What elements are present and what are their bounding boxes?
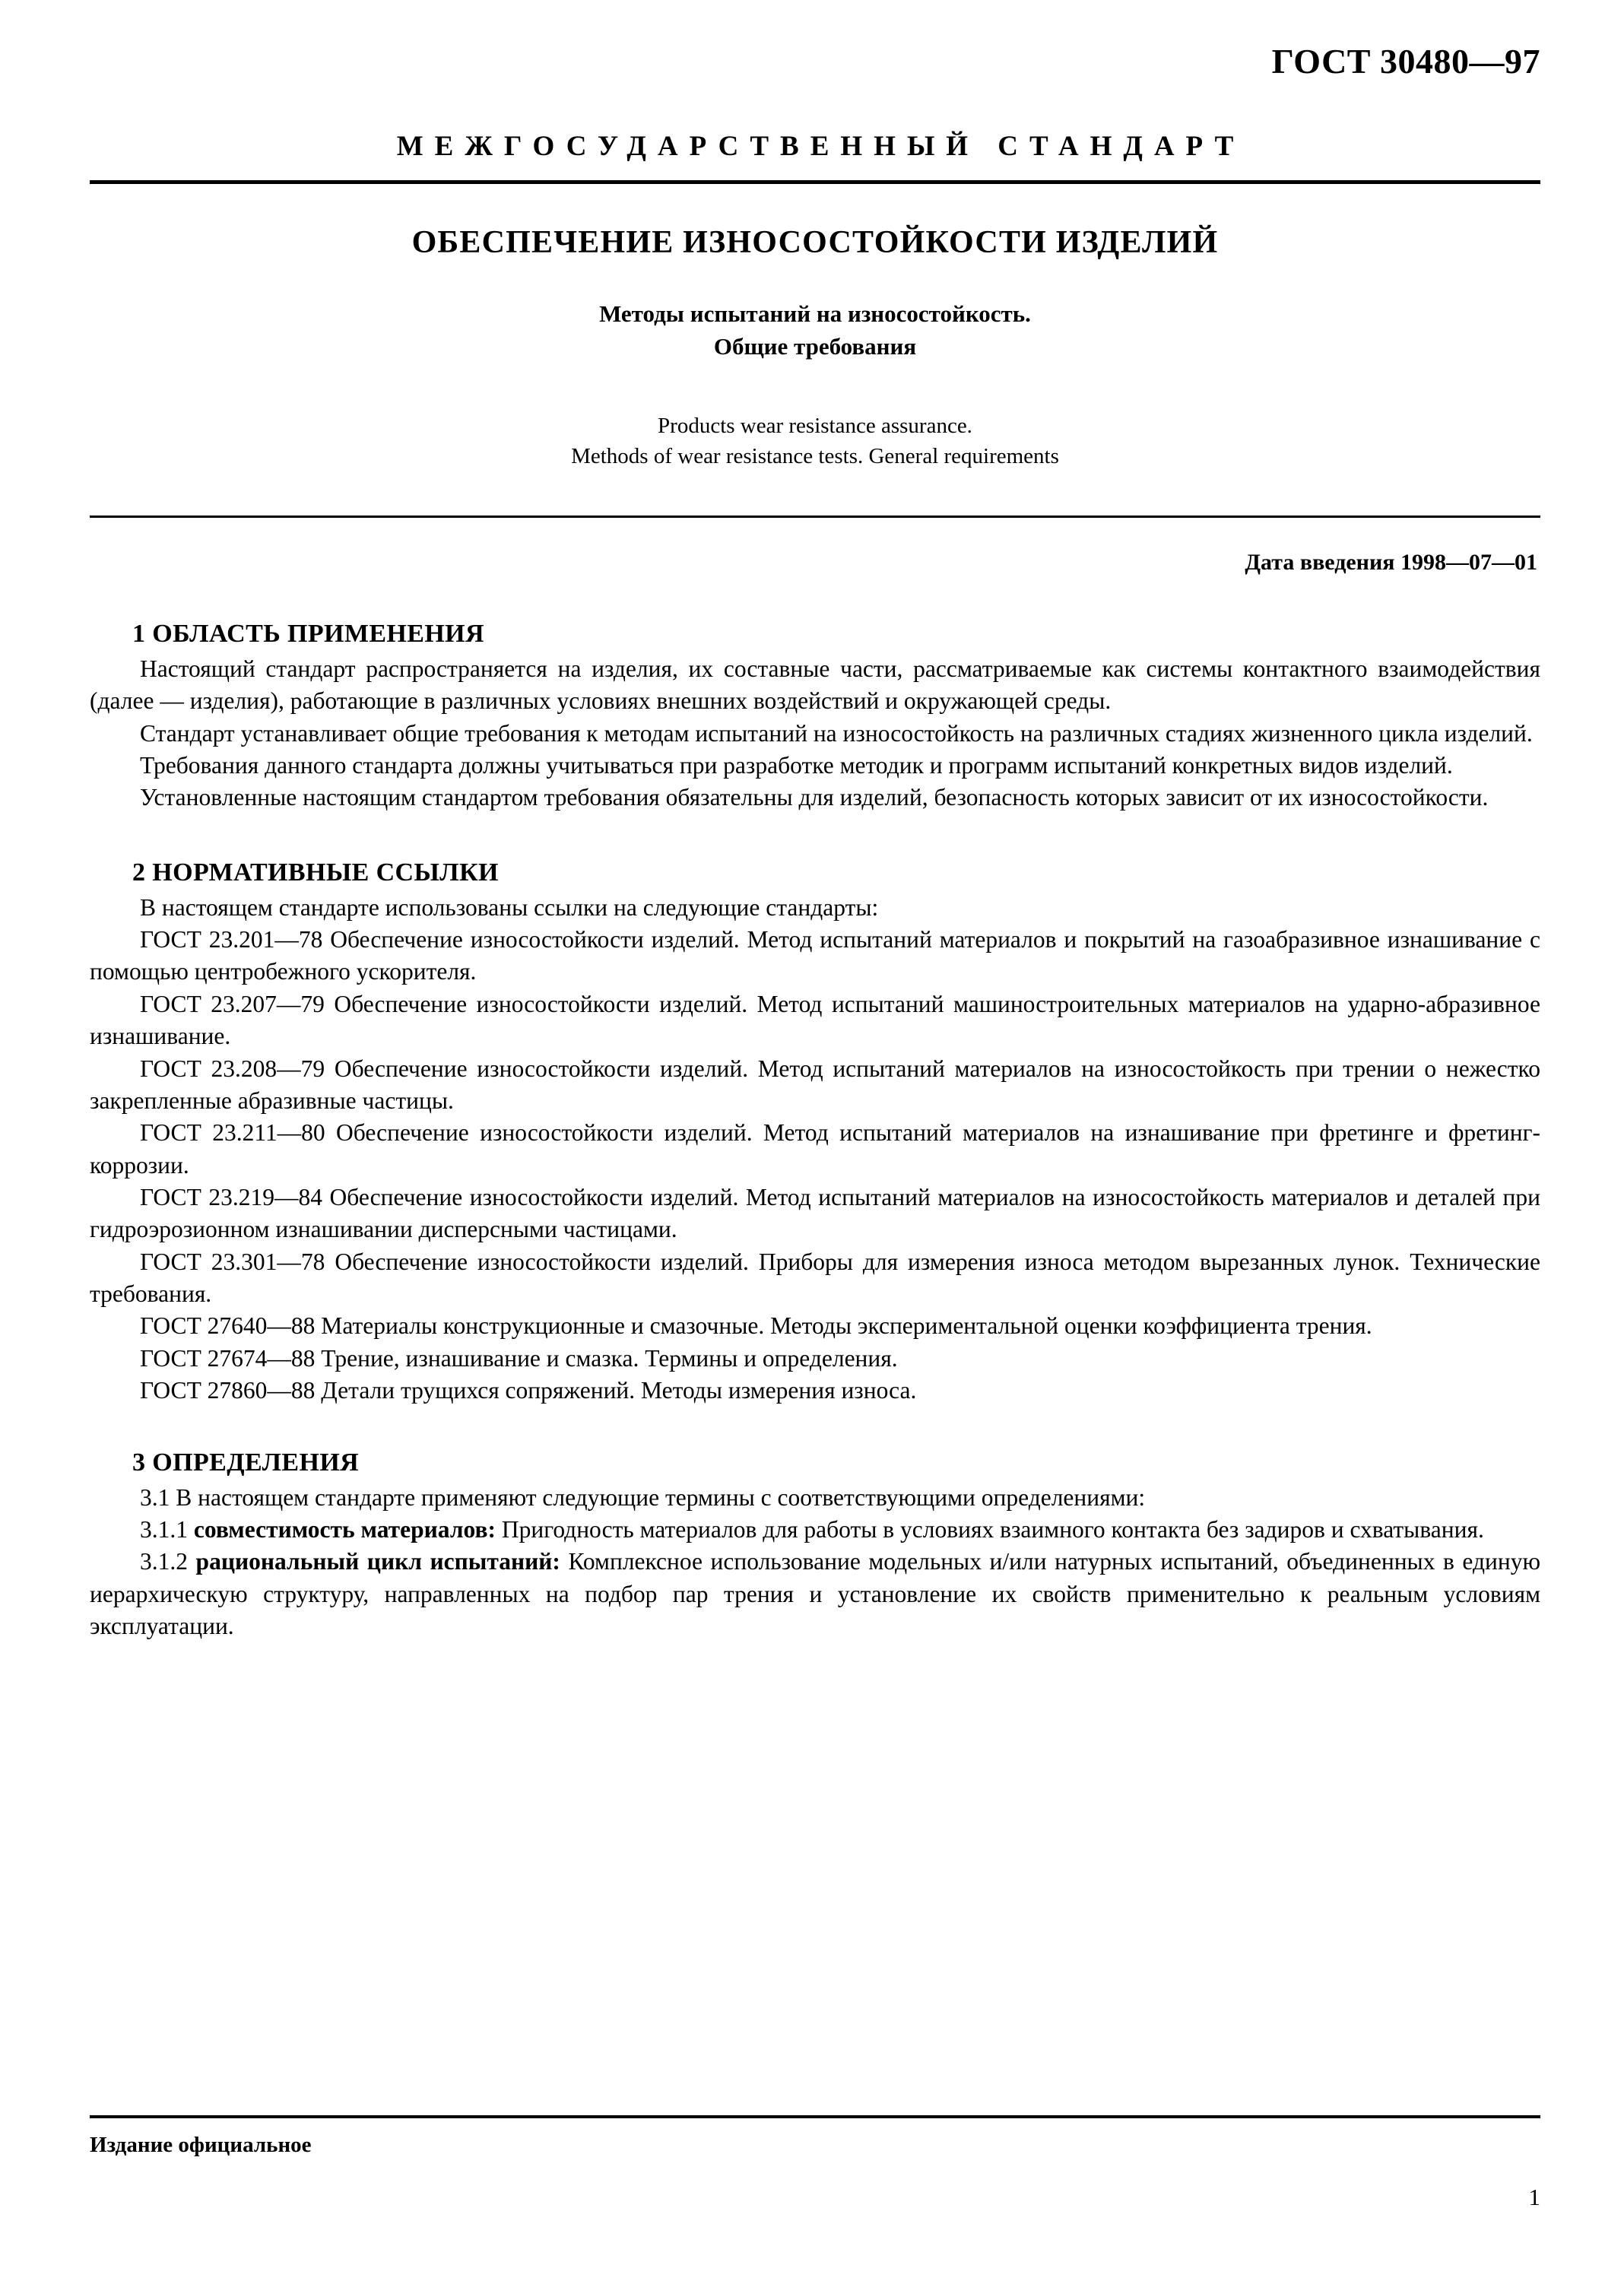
page-title: ОБЕСПЕЧЕНИЕ ИЗНОСОСТОЙКОСТИ ИЗДЕЛИЙ	[411, 225, 1219, 260]
title-divider-group	[90, 516, 1540, 518]
title-block	[90, 224, 1540, 471]
definition-number: 3.1.1	[140, 1515, 188, 1543]
definition-item-3-1-1	[90, 1514, 1540, 1546]
standard-type-heading: МЕЖГОСУДАРСТВЕННЫЙ СТАНДАРТ	[396, 131, 1245, 162]
definition-term: рациональный цикл испытаний:	[195, 1548, 560, 1575]
definition-text: Комплексное использование модельных и/или натурных испытаний, объединенных в единую иерархическую структуру, направленных на подбор пар трения и установление их свойств применительно к реальным условиям эксплуатации.	[90, 1548, 1541, 1639]
sub-title-line-2: Общие требования	[713, 333, 917, 360]
footer-divider	[90, 2115, 1540, 2118]
official-edition-note: Издание официальное	[90, 2133, 312, 2157]
section-heading-normative-references: 2 НОРМАТИВНЫЕ ССЫЛКИ	[132, 858, 499, 887]
paragraph-scope-3: Требования данного стандарта должны учитываться при разработке методик и программ испытаний конкретных видов изделий.	[140, 752, 1453, 779]
english-title	[90, 411, 1540, 471]
page-number: 1	[1528, 2184, 1540, 2210]
sub-title	[90, 298, 1540, 363]
section-heading-definitions: 3 ОПРЕДЕЛЕНИЯ	[132, 1448, 360, 1477]
reference-item: ГОСТ 23.211—80 Обеспечение износостойкости изделий. Метод испытаний материалов на изнашивание при фретинге и фретинг-коррозии.	[90, 1119, 1540, 1179]
reference-item: ГОСТ 23.219—84 Обеспечение износостойкости изделий. Метод испытаний материалов на износостойкость материалов и деталей при гидроэрозионном изнашивании дисперсными частицами.	[90, 1183, 1540, 1243]
reference-item: ГОСТ 23.301—78 Обеспечение износостойкости изделий. Приборы для измерения износа методом вырезанных лунок. Технические требования.	[90, 1248, 1540, 1308]
header-divider-thick	[90, 180, 1540, 184]
paragraph-scope-2: Стандарт устанавливает общие требования к методам испытаний на износостойкость на различных стадиях жизненного цикла изделий.	[140, 719, 1533, 747]
reference-item: ГОСТ 27674—88 Трение, изнашивание и смазка. Термины и определения.	[140, 1344, 898, 1372]
english-title-line-1: Products wear resistance assurance.	[658, 413, 972, 438]
paragraph-scope-1: Настоящий стандарт распространяется на изделия, их составные части, рассматриваемые как системы контактного взаимодействия (далее — изделия), работающие в различных условиях внешних воздействий и окружающей среды.	[90, 655, 1540, 715]
definition-item-3-1-2	[90, 1546, 1540, 1642]
definition-term: совместимость материалов:	[193, 1515, 496, 1543]
english-title-line-2: Methods of wear resistance tests. General requirements	[571, 443, 1059, 468]
definition-text: Пригодность материалов для работы в условиях взаимного контакта без задиров и схватывания.	[501, 1515, 1484, 1543]
introduction-date: Дата введения 1998—07—01	[1245, 549, 1537, 575]
reference-item: ГОСТ 27640—88 Материалы конструкционные и смазочные. Методы экспериментальной оценки коэффициента трения.	[140, 1312, 1372, 1340]
document-number: ГОСТ 30480—97	[1271, 42, 1540, 81]
title-divider	[90, 516, 1540, 518]
reference-item: ГОСТ 23.207—79 Обеспечение износостойкости изделий. Метод испытаний машиностроительных материалов на ударно-абразивное изнашивание.	[90, 990, 1540, 1050]
reference-item: ГОСТ 27860—88 Детали трущихся сопряжений. Методы измерения износа.	[140, 1377, 917, 1404]
paragraph-definitions-intro: 3.1 В настоящем стандарте применяют следующие термины с соответствующими определениями:	[140, 1483, 1146, 1511]
paragraph-scope-4: Установленные настоящим стандартом требования обязательны для изделий, безопасность которых зависит от их износостойкости.	[140, 784, 1489, 811]
paragraph-references-intro: В настоящем стандарте использованы ссылки на следующие стандарты:	[140, 893, 879, 921]
reference-item: ГОСТ 23.208—79 Обеспечение износостойкости изделий. Метод испытаний материалов на износостойкость при трении о нежестко закрепленные абразивные частицы.	[90, 1055, 1540, 1114]
page-content	[90, 0, 1540, 1642]
reference-item: ГОСТ 23.201—78 Обеспечение износостойкости изделий. Метод испытаний материалов и покрытий на газоабразивное изнашивание с помощью центробежного ускорителя.	[90, 926, 1540, 985]
definition-number: 3.1.2	[140, 1548, 188, 1575]
sub-title-line-1: Методы испытаний на износостойкость.	[599, 300, 1031, 328]
section-heading-scope: 1 ОБЛАСТЬ ПРИМЕНЕНИЯ	[132, 619, 484, 648]
